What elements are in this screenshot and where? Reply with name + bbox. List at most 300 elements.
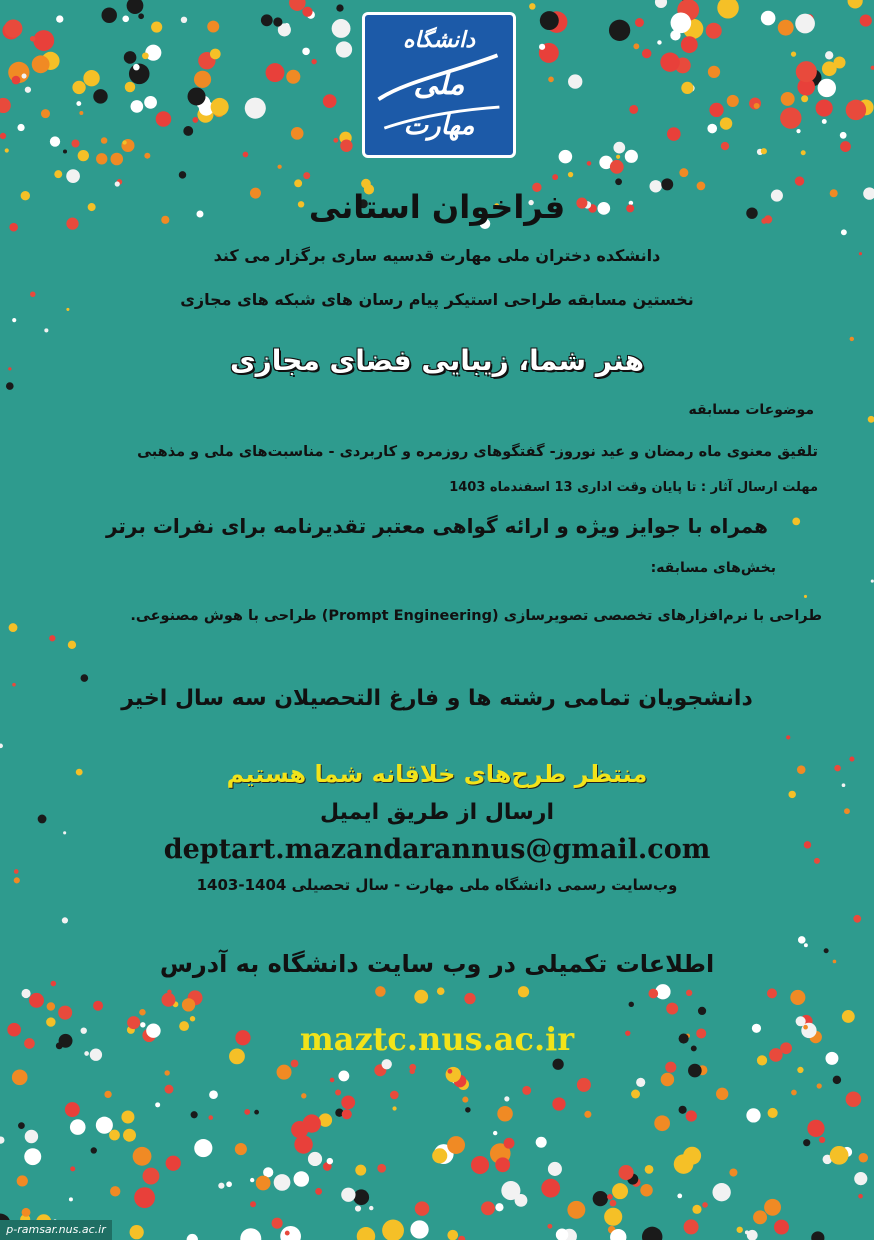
confetti-dot xyxy=(24,1148,41,1165)
confetti-dot xyxy=(465,1107,470,1112)
confetti-dot xyxy=(76,101,81,106)
confetti-dot xyxy=(686,1110,697,1121)
confetti-dot xyxy=(612,1183,628,1199)
confetti-dot xyxy=(110,153,123,166)
confetti-dot xyxy=(629,1002,634,1007)
confetti-dot xyxy=(375,986,386,997)
confetti-dot xyxy=(518,986,529,997)
confetti-dot xyxy=(210,49,221,60)
confetti-dot xyxy=(12,1070,28,1086)
confetti-dot xyxy=(333,138,338,143)
confetti-dot xyxy=(243,152,249,158)
confetti-dot xyxy=(774,1220,789,1235)
confetti-dot xyxy=(495,1157,510,1172)
confetti-dot xyxy=(761,148,767,154)
confetti-dot xyxy=(712,1183,730,1201)
confetti-dot xyxy=(681,82,693,94)
confetti-dot xyxy=(32,55,50,73)
confetti-dot xyxy=(191,1111,198,1118)
confetti-dot xyxy=(665,1062,676,1073)
confetti-dot xyxy=(194,1139,212,1157)
confetti-dot xyxy=(330,1078,335,1083)
slogan: هنر شما، زیبایی فضای مجازی xyxy=(229,344,645,377)
confetti-dot xyxy=(54,170,62,178)
confetti-dot xyxy=(143,1168,160,1185)
confetti-dot xyxy=(70,1119,86,1135)
confetti-dot xyxy=(753,1210,767,1224)
confetti-dot xyxy=(144,96,157,109)
confetti-dot xyxy=(746,1108,760,1122)
confetti-dot xyxy=(568,172,573,177)
confetti-dot xyxy=(811,1231,824,1240)
confetti-dot xyxy=(47,1002,55,1010)
confetti-dot xyxy=(716,1088,728,1100)
university-logo xyxy=(362,12,516,158)
page-title: فراخوان استانی xyxy=(308,188,566,226)
confetti-dot xyxy=(277,1065,292,1080)
confetti-dot xyxy=(437,987,445,995)
confetti-dot xyxy=(0,1136,4,1143)
confetti-dot xyxy=(187,1234,198,1240)
confetti-dot xyxy=(547,1224,552,1229)
confetti-dot xyxy=(79,111,83,115)
confetti-dot xyxy=(795,176,804,185)
confetti-dot xyxy=(390,1091,399,1100)
confetti-dot xyxy=(336,41,352,57)
confetti-dot xyxy=(63,150,67,154)
confetti-dot xyxy=(101,8,116,23)
confetti-dot xyxy=(338,1070,349,1081)
confetti-dot xyxy=(817,1083,822,1088)
confetti-dot xyxy=(291,127,304,140)
confetti-dot xyxy=(207,21,219,33)
confetti-dot xyxy=(504,1096,509,1101)
confetti-dot xyxy=(481,1201,495,1215)
confetti-dot xyxy=(796,129,800,133)
confetti-dot xyxy=(640,1184,652,1196)
confetti-dot xyxy=(609,20,630,41)
confetti-dot xyxy=(797,1067,803,1073)
confetti-dot xyxy=(778,20,794,36)
website-url[interactable]: maztc.nus.ac.ir xyxy=(299,1020,575,1058)
audience-line: دانشجویان تمامی رشته ها و فارغ التحصیلان سه سال اخیر xyxy=(121,686,753,711)
confetti-dot xyxy=(816,99,833,116)
confetti-dot xyxy=(294,1171,310,1187)
confetti-dot xyxy=(9,623,18,632)
confetti-dot xyxy=(355,1205,361,1211)
confetti-dot xyxy=(44,328,48,332)
confetti-dot xyxy=(68,641,76,649)
confetti-dot xyxy=(127,0,144,14)
confetti-dot xyxy=(192,117,198,123)
confetti-dot xyxy=(302,48,310,56)
confetti-dot xyxy=(226,1181,232,1187)
confetti-dot xyxy=(311,59,316,64)
confetti-dot xyxy=(139,1009,146,1016)
confetti-dot xyxy=(301,1093,306,1098)
confetti-dot xyxy=(458,1236,465,1240)
sections-heading: بخش‌های مسابقه: xyxy=(650,560,776,576)
confetti-dot xyxy=(462,1097,468,1103)
confetti-dot xyxy=(101,137,108,144)
confetti-dot xyxy=(548,77,554,83)
confetti-dot xyxy=(12,318,16,322)
confetti-dot xyxy=(818,79,836,97)
confetti-dot xyxy=(447,1136,465,1154)
confetti-dot xyxy=(801,150,806,155)
confetti-dot xyxy=(768,1108,778,1118)
confetti-dot xyxy=(272,1218,283,1229)
organizer-line: دانشکده دختران ملی مهارت قدسیه ساری برگزار می کند xyxy=(213,246,661,265)
confetti-dot xyxy=(415,1201,430,1216)
confetti-dot xyxy=(584,1111,591,1118)
confetti-dot xyxy=(25,87,31,93)
confetti-dot xyxy=(341,1095,355,1109)
confetti-dot xyxy=(142,52,149,59)
confetti-dot xyxy=(671,12,692,33)
confetti-dot xyxy=(244,1109,250,1115)
confetti-dot xyxy=(41,109,50,118)
competition-name: نخستین مسابقه طراحی استیکر پیام رسان های شبکه های مجازی xyxy=(180,290,694,309)
confetti-dot xyxy=(655,0,667,8)
confetti-dot xyxy=(151,21,162,32)
confetti-dot xyxy=(122,15,129,22)
confetti-dot xyxy=(70,1166,75,1171)
confetti-dot xyxy=(332,19,351,38)
confetti-dot xyxy=(4,19,22,37)
confetti-dot xyxy=(58,1006,72,1020)
confetti-dot xyxy=(208,1115,213,1120)
confetti-dot xyxy=(501,1181,520,1200)
confetti-dot xyxy=(254,1110,259,1115)
confetti-dot xyxy=(679,168,688,177)
confetti-dot xyxy=(245,98,266,119)
confetti-dot xyxy=(91,1147,97,1153)
confetti-dot xyxy=(188,87,206,105)
confetti-dot xyxy=(788,791,795,798)
confetti-dot xyxy=(661,1073,674,1086)
confetti-dot xyxy=(593,1191,608,1206)
confetti-dot xyxy=(625,150,638,163)
confetti-dot xyxy=(657,40,661,44)
confetti-dot xyxy=(610,1200,617,1207)
topics-list: تلفیق معنوی ماه رمضان و عید نوروز- گفتگوهای روزمره و کاربردی - مناسبت‌های ملی و مذهبی xyxy=(137,444,818,460)
confetti-dot xyxy=(706,23,722,39)
confetti-dot xyxy=(410,1220,428,1238)
confetti-dot xyxy=(335,1090,341,1096)
confetti-dot xyxy=(22,1208,31,1217)
confetti-dot xyxy=(96,153,107,164)
confetti-dot xyxy=(631,1090,640,1099)
confetti-dot xyxy=(327,1158,333,1164)
confetti-dot xyxy=(613,142,625,154)
confetti-dot xyxy=(414,990,428,1004)
confetti-dot xyxy=(666,1003,678,1015)
confetti-dot xyxy=(12,76,21,85)
confetti-dot xyxy=(0,133,6,139)
confetti-dot xyxy=(256,1176,271,1191)
confetti-dot xyxy=(798,936,806,944)
confetti-dot xyxy=(616,155,620,159)
confetti-dot xyxy=(868,416,874,423)
confetti-dot xyxy=(14,869,19,874)
confetti-dot xyxy=(353,1189,369,1205)
confetti-dot xyxy=(833,1076,841,1084)
confetti-dot xyxy=(471,1156,489,1174)
footer-watermark: p-ramsar.nus.ac.ir xyxy=(0,1220,112,1240)
confetti-dot xyxy=(791,51,796,56)
confetti-dot xyxy=(830,1146,849,1165)
confetti-dot xyxy=(629,105,638,114)
confetti-dot xyxy=(840,132,847,139)
confetti-dot xyxy=(858,1194,863,1199)
confetti-dot xyxy=(648,989,658,999)
confetti-dot xyxy=(392,1106,396,1110)
confetti-dot xyxy=(340,140,352,152)
confetti-dot xyxy=(721,142,729,150)
confetti-dot xyxy=(604,1208,622,1226)
confetti-dot xyxy=(568,74,582,88)
confetti-dot xyxy=(104,1091,111,1098)
confetti-dot xyxy=(124,51,137,64)
confetti-dot xyxy=(261,14,273,26)
confetti-dot xyxy=(109,1130,120,1141)
confetti-dot xyxy=(804,943,808,947)
confetti-dot xyxy=(717,0,739,19)
confetti-dot xyxy=(846,1091,862,1107)
website-note: وب‌سایت رسمی دانشگاه ملی مهارت - سال تحصیلی 1404-1403 xyxy=(196,876,678,894)
confetti-dot xyxy=(786,735,790,739)
confetti-dot xyxy=(635,18,644,27)
confetti-dot xyxy=(707,124,717,134)
confetti-dot xyxy=(587,161,592,166)
confetti-dot xyxy=(448,1069,453,1074)
confetti-dot xyxy=(552,1059,563,1070)
confetti-dot xyxy=(194,71,211,88)
confetti-dot xyxy=(618,1165,633,1180)
confetti-dot xyxy=(115,181,120,186)
confetti-dot xyxy=(645,1165,654,1174)
confetti-dot xyxy=(209,1090,218,1099)
confetti-dot xyxy=(72,81,85,94)
confetti-dot xyxy=(781,92,795,106)
confetti-dot xyxy=(145,45,161,61)
confetti-dot xyxy=(871,580,874,583)
confetti-dot xyxy=(62,917,68,923)
confetti-dot xyxy=(529,3,535,9)
confetti-dot xyxy=(302,7,312,17)
confetti-dot xyxy=(125,82,135,92)
confetti-dot xyxy=(848,0,863,8)
confetti-dot xyxy=(679,1106,687,1114)
confetti-dot xyxy=(166,1156,181,1171)
confetti-dot xyxy=(315,1188,322,1195)
confetti-dot xyxy=(727,95,739,107)
confetti-dot xyxy=(552,174,558,180)
confetti-dot xyxy=(854,1172,867,1185)
confetti-dot xyxy=(767,988,777,998)
confetti-dot xyxy=(654,1115,670,1131)
confetti-dot xyxy=(497,1106,513,1122)
confetti-dot xyxy=(50,136,60,146)
confetti-dot xyxy=(677,1194,682,1199)
confetti-dot xyxy=(273,17,282,26)
confetti-dot xyxy=(807,1120,824,1137)
confetti-dot xyxy=(382,1220,404,1240)
confetti-dot xyxy=(123,1129,136,1142)
confetti-dot xyxy=(660,52,679,71)
confetti-dot xyxy=(341,1188,355,1202)
logo-line-1: دانشگاه xyxy=(402,27,476,53)
confetti-dot xyxy=(285,1231,290,1236)
confetti-dot xyxy=(377,1164,386,1173)
confetti-dot xyxy=(342,1109,352,1119)
confetti-dot xyxy=(66,169,80,183)
confetti-dot xyxy=(181,17,187,23)
confetti-dot xyxy=(138,13,144,19)
confetti-dot xyxy=(266,63,285,82)
confetti-dot xyxy=(235,1143,247,1155)
confetti-dot xyxy=(240,1228,261,1240)
confetti-dot xyxy=(291,1060,299,1068)
topics-heading: موضوعات مسابقه xyxy=(688,402,814,418)
confetti-dot xyxy=(303,1114,321,1132)
confetti-dot xyxy=(493,1131,497,1135)
confetti-dot xyxy=(683,1147,701,1165)
confetti-dot xyxy=(780,107,801,128)
confetti-dot xyxy=(164,1070,169,1075)
confetti-dot xyxy=(133,1147,152,1166)
send-via-email: ارسال از طریق ایمیل xyxy=(319,800,555,825)
confetti-dot xyxy=(681,36,698,53)
confetti-dot xyxy=(6,382,14,390)
more-info-line: اطلاعات تکمیلی در وب سایت دانشگاه به آدرس xyxy=(159,950,715,978)
confetti-dot xyxy=(130,100,143,113)
confetti-dot xyxy=(840,141,851,152)
confetti-dot xyxy=(801,95,808,102)
confetti-dot xyxy=(495,1203,503,1211)
confetti-dot xyxy=(607,1194,613,1200)
confetti-dot xyxy=(803,1139,810,1146)
confetti-dot xyxy=(688,1064,702,1078)
logo-line-3: مهارت xyxy=(403,111,475,141)
confetti-dot xyxy=(409,1069,415,1075)
confetti-dot xyxy=(698,1007,706,1015)
confetti-dot xyxy=(859,1153,868,1162)
confetti-dot xyxy=(548,1162,562,1176)
confetti-dot xyxy=(0,744,3,749)
confetti-dot xyxy=(796,61,817,82)
confetti-dot xyxy=(164,1085,173,1094)
deadline: مهلت ارسال آثار : تا پایان وقت اداری 13 اسفندماه 1403 xyxy=(449,480,818,495)
confetti-dot xyxy=(110,1186,120,1196)
confetti-dot xyxy=(83,70,99,86)
confetti-dot xyxy=(182,998,195,1011)
confetti-dot xyxy=(642,1227,662,1240)
confetti-dot xyxy=(552,1097,565,1110)
confetti-dot xyxy=(447,1230,458,1240)
confetti-dot xyxy=(737,1227,743,1233)
confetti-dot xyxy=(33,30,54,51)
confetti-dot xyxy=(30,36,35,41)
confetti-dot xyxy=(819,1137,825,1143)
confetti-dot xyxy=(791,1090,797,1096)
confetti-dot xyxy=(432,1148,447,1163)
confetti-dot xyxy=(0,98,11,113)
confetti-dot xyxy=(93,89,107,103)
confetti-dot xyxy=(667,127,681,141)
confetti-dot xyxy=(559,150,573,164)
confetti-dot xyxy=(686,990,692,996)
confetti-dot xyxy=(795,14,815,34)
confetti-dot xyxy=(17,1175,28,1186)
confetti-dot xyxy=(642,49,651,58)
confetti-dot xyxy=(536,1137,547,1148)
confetti-dot xyxy=(825,51,833,59)
confetti-dot xyxy=(323,94,337,108)
confetti-dot xyxy=(522,1086,531,1095)
confetti-dot xyxy=(684,1219,699,1234)
confetti-dot xyxy=(294,179,302,187)
logo-line-2: ملی xyxy=(413,67,465,102)
confetti-dot xyxy=(69,1197,73,1201)
confetti-dot xyxy=(754,103,760,109)
confetti-dot xyxy=(853,915,861,923)
confetti-dot xyxy=(96,1117,113,1134)
confetti-dot xyxy=(577,1078,591,1092)
confetti-dot xyxy=(539,44,545,50)
confetti-dot xyxy=(841,229,847,235)
confetti-dot xyxy=(130,1225,144,1239)
confetti-dot xyxy=(834,57,846,69)
confetti-dot xyxy=(708,66,720,78)
confetti-dot xyxy=(709,103,723,117)
confetti-dot xyxy=(134,1187,155,1208)
confetti-dot xyxy=(790,990,805,1005)
confetti-dot xyxy=(179,171,186,178)
confetti-dot xyxy=(218,1183,224,1189)
confetti-dot xyxy=(761,11,776,26)
confetti-dot xyxy=(21,989,30,998)
confetti-dot xyxy=(822,119,827,124)
confetti-dot xyxy=(71,140,79,148)
confetti-dot xyxy=(504,1138,515,1149)
confetti-dot xyxy=(121,1111,134,1124)
confetti-dot xyxy=(250,1201,256,1207)
confetti-dot xyxy=(764,1199,781,1216)
confetti-dot xyxy=(250,1178,254,1182)
confetti-dot xyxy=(286,70,300,84)
confetti-dot xyxy=(211,98,229,116)
prizes-line: همراه با جوایز ویژه و ارائه گواهی معتبر تقدیرنامه برای نفرات برتر xyxy=(105,514,769,538)
confetti-dot xyxy=(355,1165,366,1176)
confetti-dot xyxy=(846,100,866,120)
confetti-dot xyxy=(464,993,475,1004)
confetti-dot xyxy=(729,1168,737,1176)
confetti-dot xyxy=(56,15,63,22)
confetti-dot xyxy=(633,43,639,49)
confetti-dot xyxy=(144,153,150,159)
confetti-dot xyxy=(93,1001,103,1011)
email-address[interactable]: deptart.mazandarannus@gmail.com xyxy=(163,834,711,865)
confetti-dot xyxy=(5,148,9,152)
confetti-dot xyxy=(161,993,175,1007)
confetti-dot xyxy=(636,1078,645,1087)
confetti-dot xyxy=(183,126,193,136)
confetti-dot xyxy=(78,150,89,161)
confetti-dot xyxy=(65,1102,80,1117)
confetti-dot xyxy=(49,635,55,641)
